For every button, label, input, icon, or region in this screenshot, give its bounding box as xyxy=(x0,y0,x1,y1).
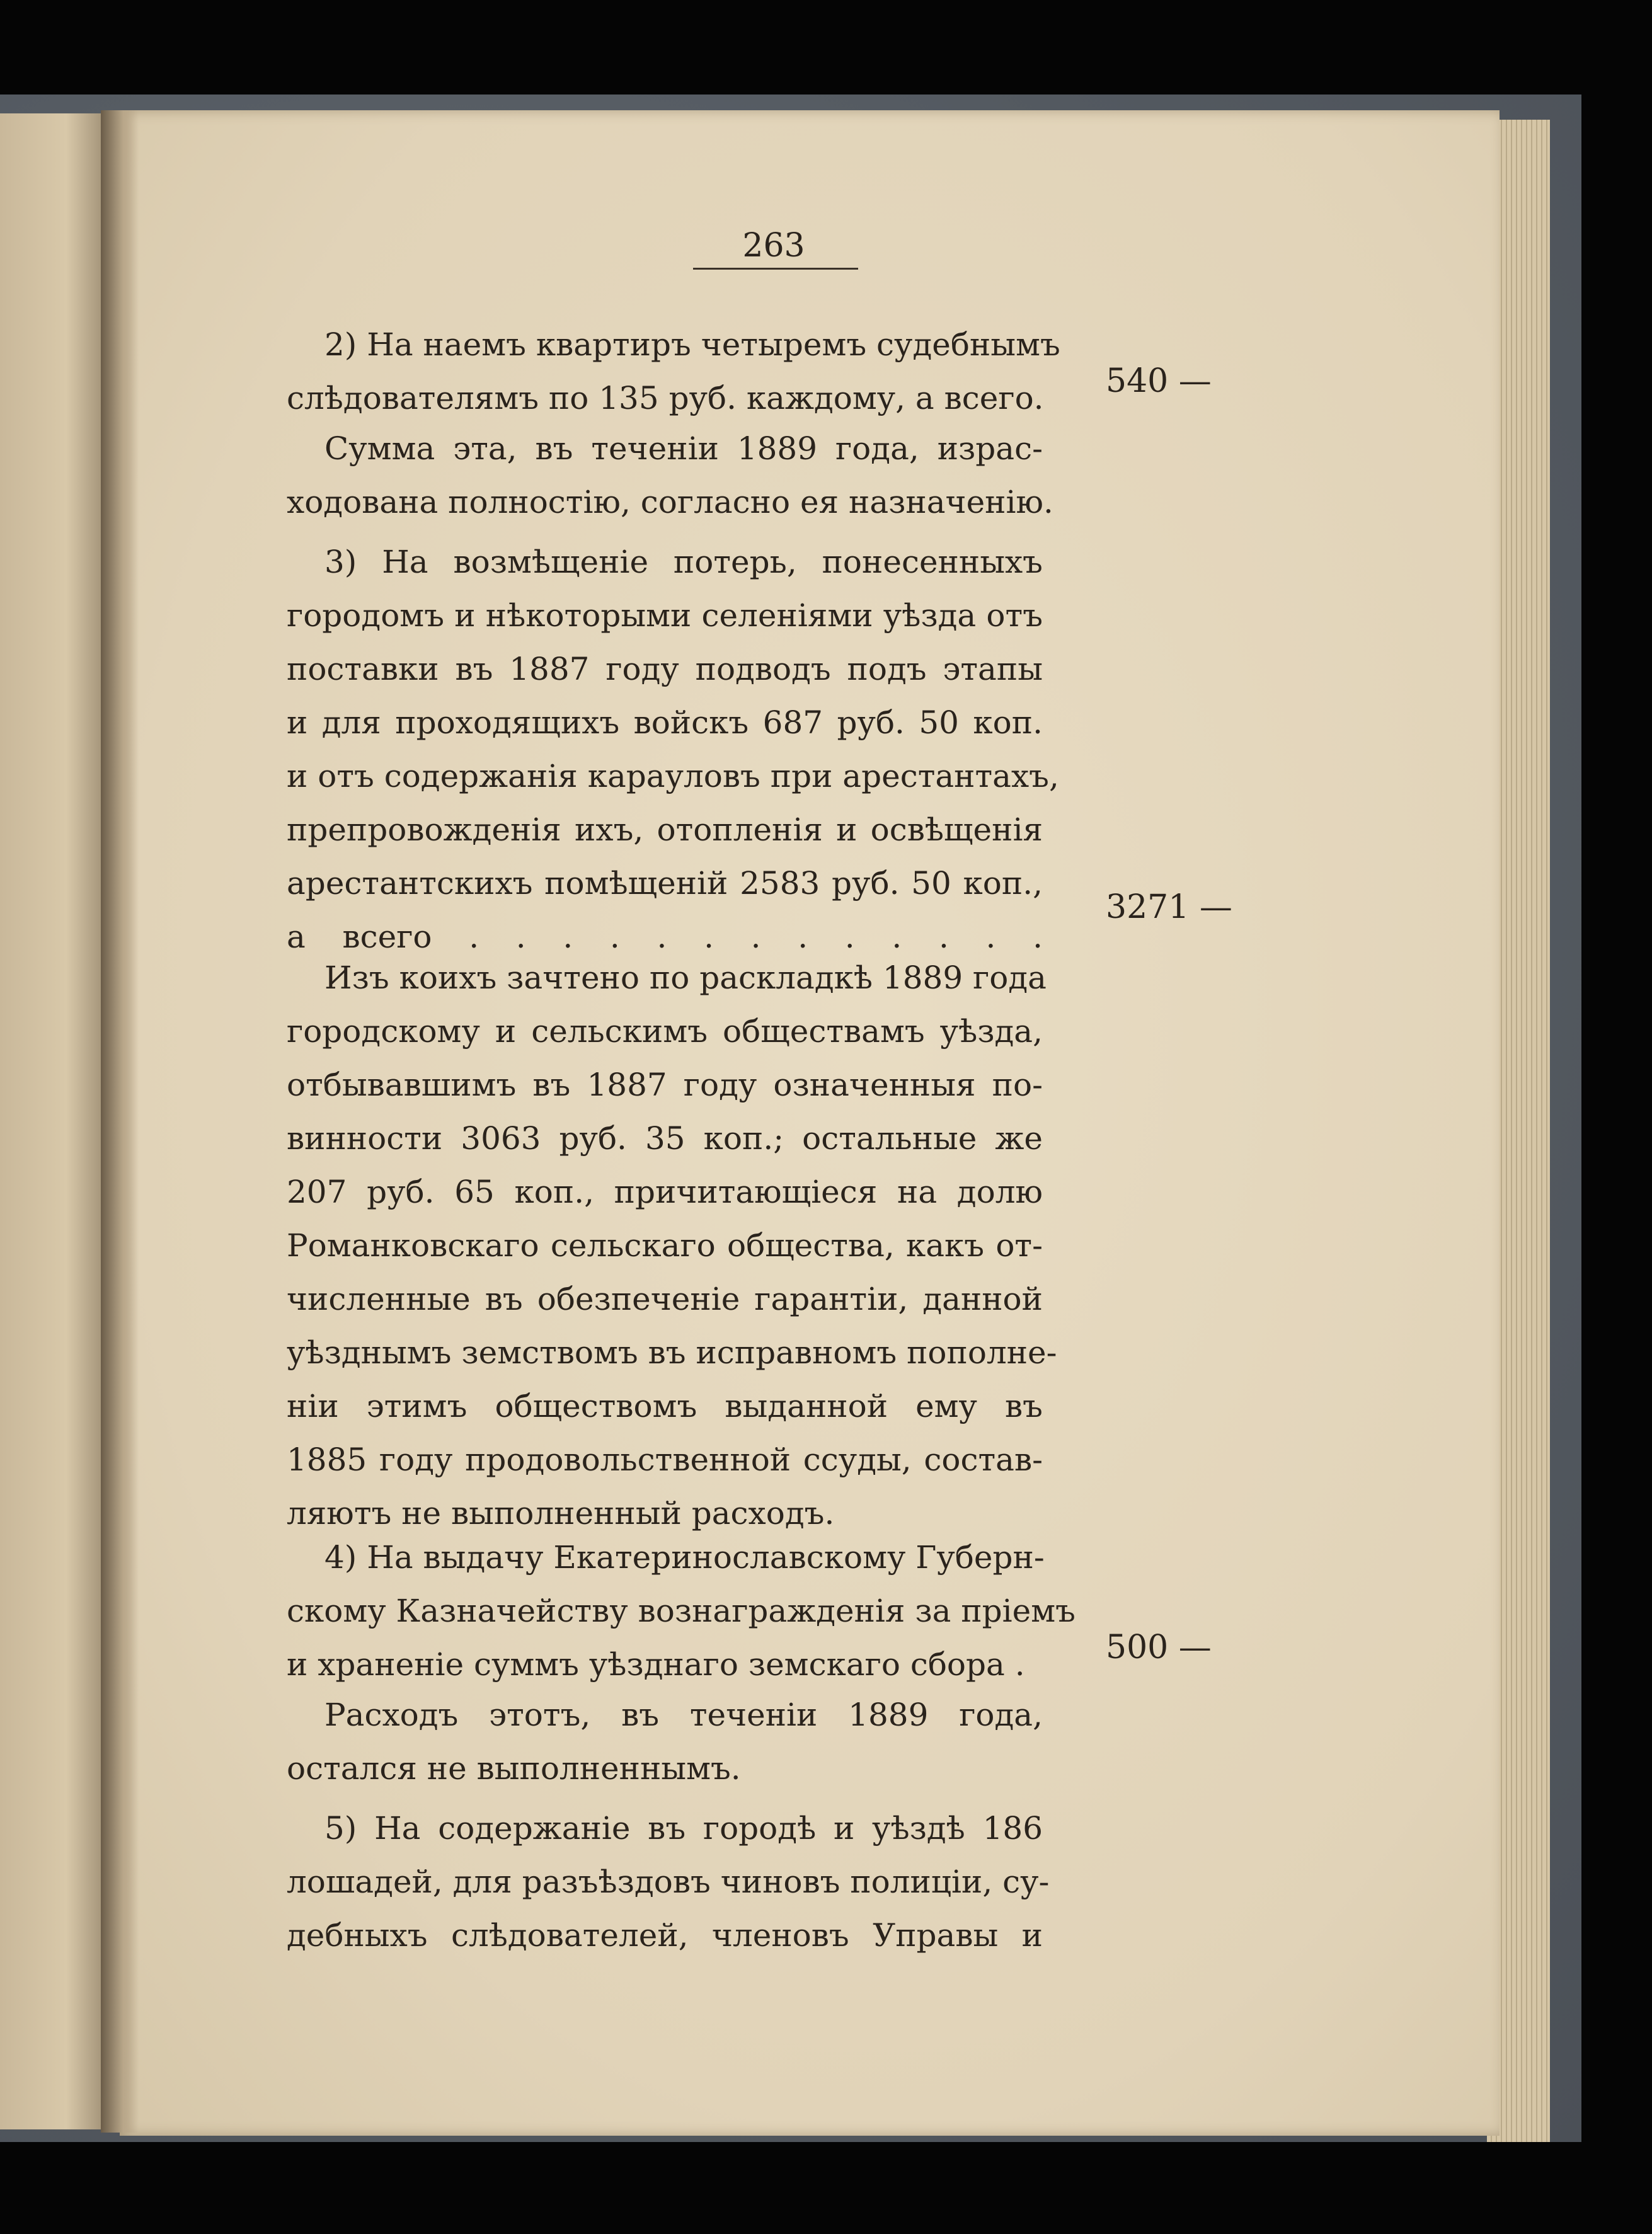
text-line: Расходъ этотъ, въ теченіи 1889 года, xyxy=(324,1697,1043,1733)
text-line: городскому и сельскимъ обществамъ уѣзда, xyxy=(287,1013,1043,1050)
text-line: городомъ и нѣкоторыми селеніями уѣзда отъ xyxy=(287,597,1043,634)
text-line: и храненіе суммъ уѣзднаго земскаго сбора . xyxy=(287,1646,1025,1683)
text-line: 207 руб. 65 коп., причитающіеся на долю xyxy=(287,1174,1043,1210)
text-line: остался не выполненнымъ. xyxy=(287,1750,741,1787)
amount-3271: 3271 — xyxy=(1106,888,1232,926)
text-line: ходована полностію, согласно ея назначенію. xyxy=(287,484,1053,520)
text-line: лошадей, для разъѣздовъ чиновъ полиціи, су- xyxy=(287,1864,1050,1900)
paragraph-offset-note xyxy=(287,951,1057,1540)
paragraph-sum-note xyxy=(287,422,1053,529)
text-line: и для проходящихъ войскъ 687 руб. 50 коп. xyxy=(287,704,1043,741)
text-line: Романковскаго сельскаго общества, какъ от- xyxy=(287,1227,1043,1264)
text-line: Изъ коихъ зачтено по раскладкѣ 1889 года xyxy=(324,959,1047,996)
paragraph-5 xyxy=(287,1802,1050,1962)
text-line: поставки въ 1887 году подводъ подъ этапы xyxy=(287,651,1043,687)
paragraph-expense-note xyxy=(287,1688,1043,1796)
text-line: 2) На наемъ квартиръ четыремъ судебнымъ xyxy=(324,326,1060,363)
text-line: уѣзднымъ земствомъ въ исправномъ пополне- xyxy=(287,1334,1057,1371)
text-line: отбывавшимъ въ 1887 году означенныя по- xyxy=(287,1067,1043,1103)
text-line: 4) На выдачу Екатеринославскому Губерн- xyxy=(324,1539,1045,1576)
paragraph-2 xyxy=(287,318,1060,425)
text-line: препровожденія ихъ, отопленія и освѣщенія xyxy=(287,811,1043,848)
text-line: и отъ содержанія карауловъ при арестантахъ, xyxy=(287,758,1059,794)
text-line: численные въ обезпеченіе гарантіи, данной xyxy=(287,1281,1043,1317)
text-line: слѣдователямъ по 135 руб. каждому, а всего. xyxy=(287,380,1044,416)
page-gutter xyxy=(101,110,139,2133)
text-line: Сумма эта, въ теченіи 1889 года, израс- xyxy=(324,430,1043,467)
text-line: ніи этимъ обществомъ выданной ему въ xyxy=(287,1388,1043,1424)
text-line: арестантскихъ помѣщеній 2583 руб. 50 коп., xyxy=(287,865,1043,902)
text-line: 3) На возмѣщеніе потерь, понесенныхъ xyxy=(324,544,1043,580)
text-line: скому Казначейству вознагражденія за пріемъ xyxy=(287,1593,1076,1629)
text-line: винности 3063 руб. 35 коп.; остальные же xyxy=(287,1120,1043,1157)
text-line: а всего . . . . . . . . . . . . . xyxy=(287,919,1043,955)
paragraph-3 xyxy=(287,536,1059,964)
text-line: 5) На содержаніе въ городѣ и уѣздѣ 186 xyxy=(324,1810,1043,1847)
amount-500: 500 — xyxy=(1106,1629,1212,1666)
page-number: 263 xyxy=(742,227,805,265)
text-line: 1885 году продовольственной ссуды, состав- xyxy=(287,1441,1043,1478)
text-line: ляютъ не выполненный расходъ. xyxy=(287,1495,835,1532)
paragraph-4 xyxy=(287,1531,1076,1692)
left-page-edge xyxy=(0,113,110,2129)
amount-540: 540 — xyxy=(1106,362,1212,400)
page-number-rule xyxy=(693,268,858,270)
text-line: дебныхъ слѣдователей, членовъ Управы и xyxy=(287,1917,1043,1954)
